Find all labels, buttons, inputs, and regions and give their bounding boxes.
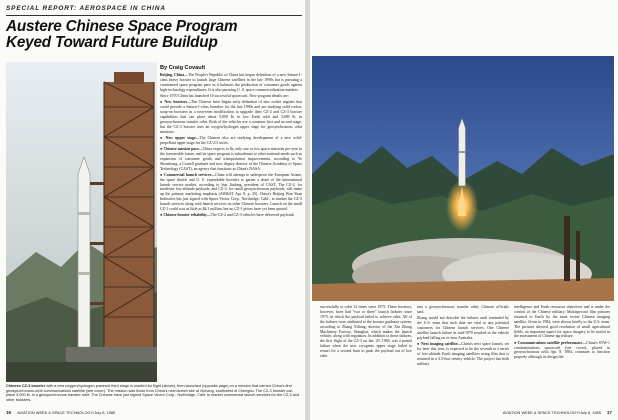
paragraph: ● Commercial launch services—China will attempt to underprice the European Ariane, the space shuttle and U. S. expendable boosters to garner a share of the international launch service market, according to Sun Jiadong, president of CAST. The CZ-2, for moderate low-altitude payloads, and CZ-3, for small geosynchronous payloads, will make up the primary marketing emphasis (AW&ST Apr. 8, p. 25). China's Beijing Wan Yuan Industries has just signed with Space Vector Corp., Northridge, Calif., to market the CZ-3 launch services along with launch services on other Chinese boosters. Launch on the small CZ-1 could cost as little as $4.1 million, but no CZ-1 prices have yet been quoted.	[160, 172, 302, 212]
article-column-3	[514, 305, 610, 405]
left-magazine-page	[0, 0, 305, 420]
article-column-2	[417, 305, 509, 405]
paragraph: ● Chinese booster reliability—The CZ-2 and CZ-3 vehicles have delivered payloads	[160, 213, 295, 218]
paragraph: ● New upper stage—The Chinese also are studying development of a new solid-propellant upper stage for the CZ-2/3 series.	[160, 135, 302, 145]
headline-line-1: Austere Chinese Space Program	[6, 18, 238, 35]
paragraph-text: China's next space launch, set for later this year, is expected to be the seventh in a series of low-altitude Earth imaging satellites using film that is returned in a 3.5-foot reentry vehicle. The project has both military	[417, 341, 509, 366]
bullet-lead: Communications satellite performance—	[517, 340, 587, 345]
byline: By Craig Covault	[160, 65, 206, 71]
bullet-lead: New upper stage—	[165, 135, 200, 140]
right-magazine-page	[310, 0, 618, 420]
folio-left	[6, 410, 115, 415]
headline-line-2: Keyed Toward Future Buildup	[6, 34, 218, 51]
paragraph	[417, 305, 509, 315]
paragraph-text: China expects to fly only one or two space missions per year in the foreseeable future, and its space program is subordinate to other national needs such as expansion of consumer goods and transportation improvements, according to Ye Shenzhong, a Cornell graduate and now deputy director of the Chinese Academy of Space Technology (CAST), an agency that functions as China's NASA.	[160, 146, 302, 171]
folio-text: AVIATION WEEK & SPACE TECHNOLOGY/July 8, 1985	[17, 410, 116, 415]
header-rule	[6, 15, 302, 16]
paragraph-text: into a geosynchronous transfer orbit, Chinese officials said.	[417, 305, 509, 314]
article-column-left	[160, 73, 302, 403]
bullet-lead: New boosters—	[164, 100, 192, 105]
paragraph-text: China's STW-1 communications spacecraft (see cover), placed in geosynchronous orbit Apr. 8, 1984, continues to function properly although its design life	[514, 340, 610, 360]
paragraph-text: The Chinese also are studying development of a new solid-propellant upper stage for the CZ-2/3 series.	[160, 135, 302, 145]
paragraph-text: The CZ-2 and CZ-3 vehicles have delivered payloads	[210, 213, 295, 218]
paragraph-text: The People's Republic of China has begun definition of a new Saturn-1-class heavy booster to launch large Chinese satellites in the late 1990s but is pursuing a constrained space program pace as it balances the production of consumer goods against high-technology expenditures. It is also pursuing U. S. space commercialization markets.	[160, 73, 302, 92]
bullet-lead: Next imaging satellite—	[420, 341, 462, 346]
article-column-1	[320, 305, 412, 405]
bullet-lead: Commercial launch services—	[164, 172, 216, 177]
rocket-on-launch-tower-photo	[6, 62, 157, 382]
paragraph-text: successfully to orbit 12 times since 1975. These boosters, however, have had "two or three" launch failures since 1975, in which the payload failed to achieve orbit. All of the failures were attributed to the booster guidance system, according to Zhang Xiliang, director of the Xin Zhong Machinery Factory, Shanghai, which makes the launch vehicle, along with regulators. In addition to those failures, the first flight of the CZ-3 on Jan. 29, 1984, was a partial failure when the new cryogenic upper stage failed to restart for a second burn to push the payload out of low orbit	[320, 305, 412, 359]
dateline: Beijing, China—	[160, 73, 189, 77]
paragraph	[160, 73, 302, 93]
folio-right	[503, 410, 612, 415]
paragraph-text: Zhang would not describe the failures until reminded by the U.S. team that such data are vital to any potential customers for Chinese launch services. One Chinese satellite launch failure in mid-1979 resulted in the vehicle payload falling on or near Australia.	[417, 316, 509, 340]
paragraph	[514, 305, 610, 339]
photo-caption-text: with a new oxygen/hydrogen-powered third stage is readied for flight (above), then launched (opposite page) on a mission that carried China's first geosynchronous-orbit communications satellite (see cover). The mission was flown from China's new launch site at Xichang, southwest of Chengdu. The CZ-3 booster can place 3,000 lb. in a geosynchronous transfer orbit. The Chinese have just signed Space Vector Corp., Northridge, Calif. to market commercial launch services for the CZ-3 and other boosters.	[6, 384, 300, 402]
paragraph-text: intelligence and Earth resources objectives and is under the control of the Chinese military. Multispectral film pictures returned to Earth by the most recent Chinese imaging satellite, flown in 1984, were shown briefly to the U.S. team. The pictures showed good resolution of small agricultural fields, an important aspect for space imagery to be useful in the assessment of Chinese agriculture.	[514, 305, 610, 339]
page-number: 17	[606, 410, 612, 415]
paragraph: ● Communications satellite performance—China's STW-1 communications spacecraft (see cover), placed in geosynchronous orbit Apr. 8, 1984, continues to function properly although its design life	[514, 340, 610, 360]
section-label: SPECIAL REPORT: AEROSPACE IN CHINA	[6, 5, 166, 12]
folio-text: AVIATION WEEK & SPACE TECHNOLOGY/July 8, 1985	[502, 410, 601, 415]
paragraph-text: China will attempt to underprice the European Ariane, the space shuttle and U. S. expendable boosters to garner a share of the international launch service market, according to Sun Jiadong, president of CAST. The CZ-2, for moderate low-altitude payloads, and CZ-3, for small geosynchronous payloads, will make up the primary marketing emphasis (AW&ST Apr. 8, p. 25). China's Beijing Wan Yuan Industries has just signed with Space Vector Corp., Northridge, Calif., to market the CZ-3 launch services along with launch services on other Chinese boosters. Launch on the small CZ-1 could cost as little as $4.1 million, but no CZ-1 prices have yet been quoted.	[160, 172, 302, 212]
rocket-launch-photo	[312, 56, 614, 301]
bullet-lead: Chinese booster reliability—	[163, 213, 211, 218]
page-number: 16	[6, 410, 12, 415]
paragraph-text: Since 1970 China has launched 16 successful spacecraft. New program details are:	[160, 93, 289, 98]
paragraph: ● New boosters—The Chinese have begun early definition of new rocket engines that could provide a Saturn-1-class launcher for the late 1990s and are studying solid rocket, strap-on boosters as a near-term modification to upgrade their CZ-2 and CZ-3 booster capabilities that can place about 5,000 lb. in low Earth orbit and 3,000 lb. in geosynchronous transfer orbit. Both of the vehicles use a common first and second stage, but the CZ-3 booster uses an oxygen/hydrogen upper stage for geosynchronous orbit missions.	[160, 100, 302, 134]
bullet-lead: Chinese mission pace—	[163, 146, 203, 151]
paragraph: ● Next imaging satellite—China's next space launch, set for later this year, is expected to be the seventh in a series of low-altitude Earth imaging satellites using film that is returned in a 3.5-foot reentry vehicle. The project has both military	[417, 341, 509, 366]
article-headline	[6, 19, 305, 51]
paragraph: ● Chinese mission pace—China expects to fly only one or two space missions per year in the foreseeable future, and its space program is subordinate to other national needs such as expansion of consumer goods and transportation improvements, according to Ye Shenzhong, a Cornell graduate and now deputy director of the Chinese Academy of Space Technology (CAST), an agency that functions as China's NASA.	[160, 146, 302, 171]
paragraph	[320, 305, 412, 359]
photo-caption-lead: Chinese CZ-3 booster	[6, 384, 46, 388]
paragraph	[417, 316, 509, 341]
paragraph	[160, 94, 302, 99]
paragraph-text: The Chinese have begun early definition of new rocket engines that could provide a Saturn-1-class launcher for the late 1990s and are studying solid rocket, strap-on boosters as a near-term modification to upgrade their CZ-2 and CZ-3 booster capabilities that can place about 5,000 lb. in low Earth orbit and 3,000 lb. in geosynchronous transfer orbit. Both of the vehicles use a common first and second stage, but the CZ-3 booster uses an oxygen/hydrogen upper stage for geosynchronous orbit missions.	[160, 100, 302, 134]
